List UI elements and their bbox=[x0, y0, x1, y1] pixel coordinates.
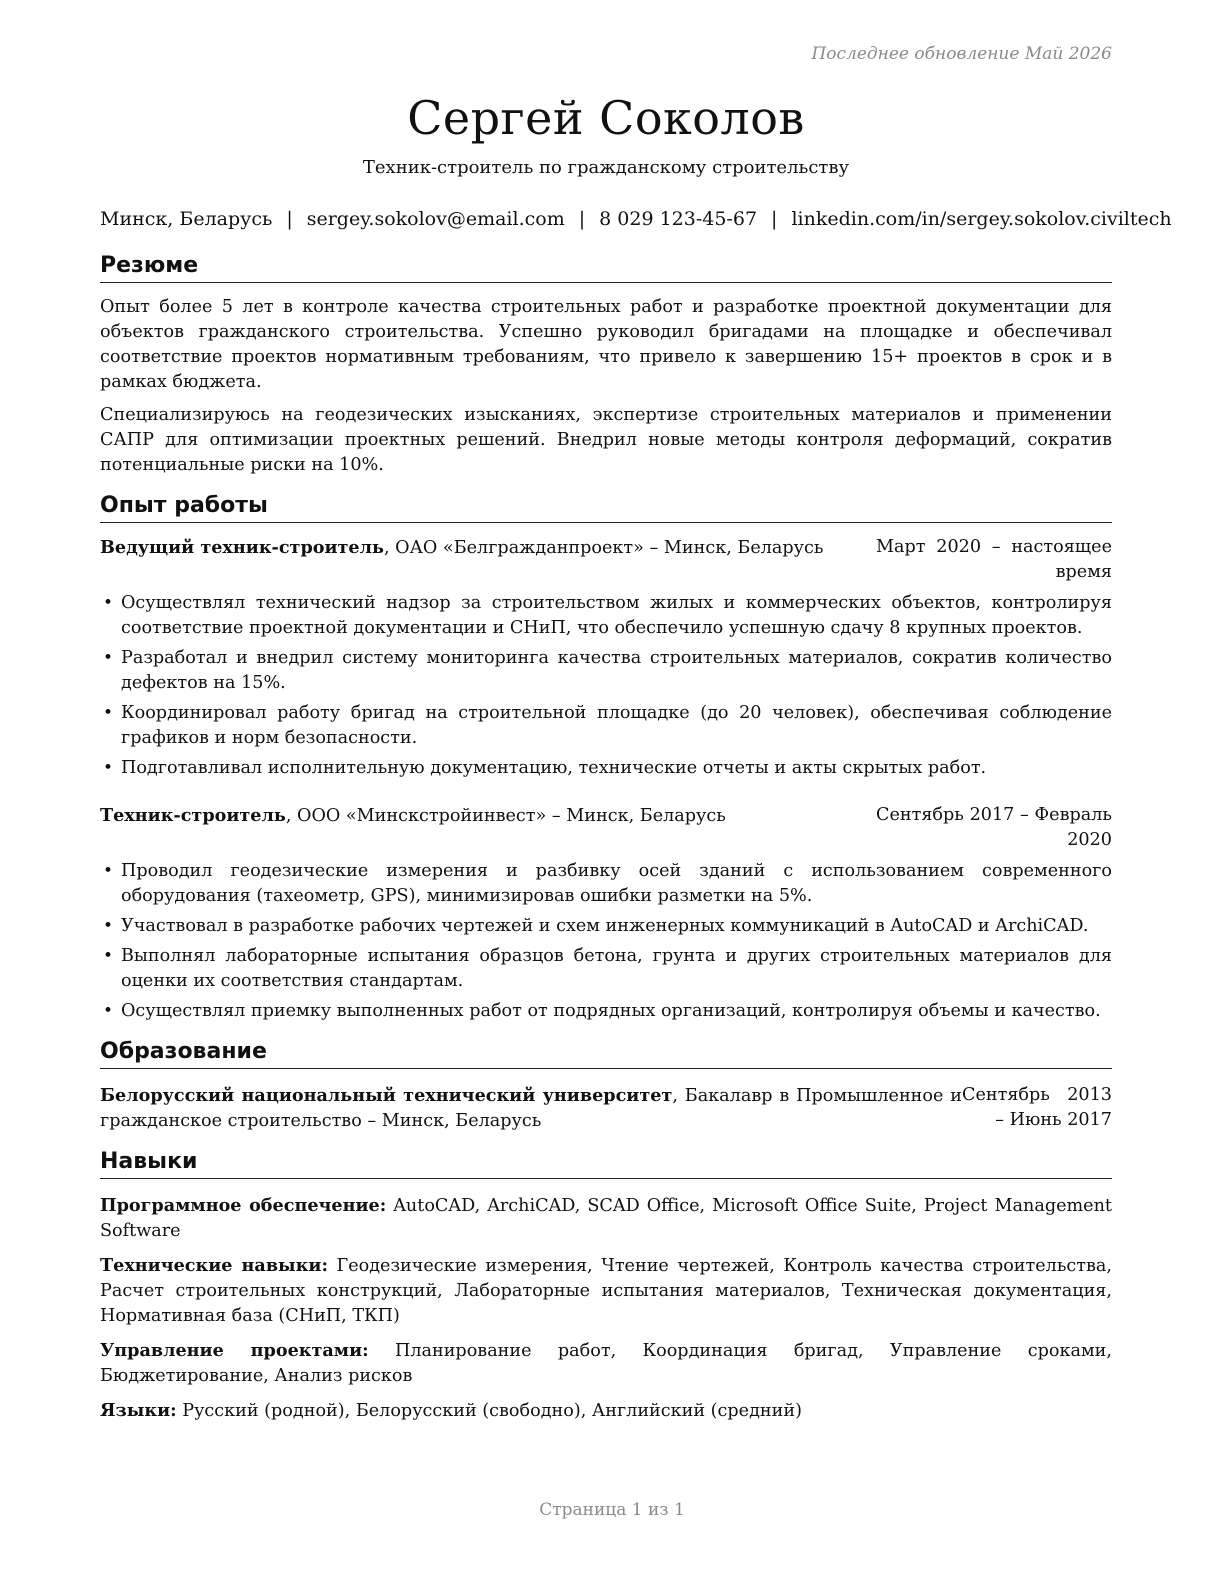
email-link[interactable]: sergey.sokolov@email.com bbox=[306, 208, 565, 230]
skill-value: Русский (родной), Белорусский (свободно), Английский (средний) bbox=[176, 1401, 802, 1421]
section-title-experience: Опыт работы bbox=[100, 492, 1112, 523]
phone: 8 029 123-45-67 bbox=[599, 208, 758, 230]
separator: | bbox=[286, 208, 293, 230]
degree-details: , Бакалавр в Промышленное и гражданское строительство – Минск, Беларусь bbox=[100, 1086, 962, 1131]
list-item bbox=[100, 756, 1112, 781]
job-dates: Март 2020 – настоящее время bbox=[876, 537, 1112, 582]
bullet-text: Координировал работу бригад на строительной площадке (до 20 человек), обеспечивая соблюдение графиков и норм безопасности. bbox=[121, 703, 1112, 748]
skill-label: Технические навыки: bbox=[100, 1255, 328, 1276]
skill-label: Управление проектами: bbox=[100, 1340, 369, 1361]
resume-paragraph: Опыт более 5 лет в контроле качества строительных работ и разработке проектной документации для объектов гражданского строительства. Успешно руководил бригадами на площадке и обеспечивал соответствие проектов нормативным требованиям, что привело к завершению 15+ проектов в срок и в рамках бюджета. bbox=[100, 297, 1112, 392]
bullet-text: Осуществлял приемку выполненных работ от подрядных организаций, контролируя объемы и качество. bbox=[121, 1001, 1101, 1021]
location: Минск, Беларусь bbox=[100, 208, 273, 230]
bullet-icon: • bbox=[103, 861, 114, 881]
section-title-skills: Навыки bbox=[100, 1148, 1112, 1179]
list-item bbox=[100, 646, 1112, 696]
bullet-text: Выполнял лабораторные испытания образцов бетона, грунта и других строительных материалов для оценки их соответствия стандартам. bbox=[121, 946, 1112, 991]
resume-paragraph: Специализируюсь на геодезических изысканиях, экспертизе строительных материалов и применении САПР для оптимизации проектных решений. Внедрил новые методы контроля деформаций, сократив потенциальные риски на 10%. bbox=[100, 405, 1112, 475]
list-item bbox=[100, 859, 1112, 909]
bullet-text: Подготавливал исполнительную документацию, технические отчеты и акты скрытых работ. bbox=[121, 758, 987, 778]
bullet-icon: • bbox=[103, 946, 114, 966]
bullet-icon: • bbox=[103, 703, 114, 723]
last-updated: Последнее обновление Май 2026 bbox=[811, 44, 1112, 64]
skill-value: Геодезические измерения, Чтение чертежей, Контроль качества строительства, Расчет строительных конструкций, Лабораторные испытания материалов, Техническая документация, Нормативная база (СНиП, ТКП) bbox=[100, 1256, 1112, 1326]
contact-line bbox=[100, 206, 1172, 232]
bullet-icon: • bbox=[103, 648, 114, 668]
section-title-resume: Резюме bbox=[100, 252, 1112, 283]
separator: | bbox=[771, 208, 778, 230]
skill-row bbox=[100, 1338, 1112, 1389]
bullet-text: Осуществлял технический надзор за строительством жилых и коммерческих объектов, контролируя соответствие проектной документации и СНиП, что обеспечило успешную сдачу 8 крупных проектов. bbox=[121, 593, 1112, 638]
list-item bbox=[100, 591, 1112, 641]
bullet-text: Проводил геодезические измерения и разбивку осей зданий с использованием современного оборудования (тахеометр, GPS), минимизировав ошибки разметки на 5%. bbox=[121, 861, 1112, 906]
skill-row bbox=[100, 1398, 1112, 1424]
job-role: Ведущий техник-строитель bbox=[100, 537, 384, 558]
resume-page bbox=[100, 40, 1172, 1424]
education-dates: Сентябрь 2013 – Июнь 2017 bbox=[962, 1085, 1112, 1130]
skill-row bbox=[100, 1253, 1112, 1329]
skill-row bbox=[100, 1193, 1112, 1244]
skill-value: AutoCAD, ArchiCAD, SCAD Office, Microsoft Office Suite, Project Management Software bbox=[100, 1196, 1112, 1241]
job-company: , ООО «Минскстройинвест» – Минск, Беларусь bbox=[285, 806, 726, 826]
list-item bbox=[100, 999, 1112, 1024]
job-role: Техник-строитель bbox=[100, 805, 286, 826]
education-entry bbox=[100, 1083, 1112, 1134]
institution-name: Белорусский национальный технический университет bbox=[100, 1085, 673, 1106]
job-title: Техник-строитель по гражданскому строительству bbox=[362, 157, 850, 178]
skills-list bbox=[100, 1193, 1112, 1424]
section-title-education: Образование bbox=[100, 1038, 1112, 1069]
job-bullets bbox=[100, 859, 1112, 1024]
page-number: Страница 1 из 1 bbox=[539, 1500, 685, 1520]
bullet-icon: • bbox=[103, 916, 114, 936]
bullet-icon: • bbox=[103, 758, 114, 778]
bullet-icon: • bbox=[103, 1001, 114, 1021]
job-company: , ОАО «Белгражданпроект» – Минск, Беларусь bbox=[383, 538, 824, 558]
list-item bbox=[100, 914, 1112, 939]
job-header bbox=[100, 803, 1112, 853]
job-bullets bbox=[100, 591, 1112, 781]
skill-value: Планирование работ, Координация бригад, Управление сроками, Бюджетирование, Анализ рисков bbox=[100, 1341, 1112, 1386]
person-name: Сергей Соколов bbox=[407, 91, 805, 145]
bullet-text: Разработал и внедрил систему мониторинга качества строительных материалов, сократив количество дефектов на 15%. bbox=[121, 648, 1112, 693]
bullet-icon: • bbox=[103, 593, 114, 613]
list-item bbox=[100, 944, 1112, 994]
skill-label: Языки: bbox=[100, 1400, 177, 1421]
bullet-text: Участвовал в разработке рабочих чертежей и схем инженерных коммуникаций в AutoCAD и ArchiCAD. bbox=[121, 916, 1089, 936]
separator: | bbox=[578, 208, 586, 230]
linkedin-link[interactable]: linkedin.com/in/sergey.sokolov.civiltech bbox=[791, 208, 1172, 230]
job-header bbox=[100, 535, 1112, 585]
skill-label: Программное обеспечение: bbox=[100, 1195, 387, 1216]
job-dates: Сентябрь 2017 – Февраль 2020 bbox=[876, 805, 1112, 850]
list-item bbox=[100, 701, 1112, 751]
